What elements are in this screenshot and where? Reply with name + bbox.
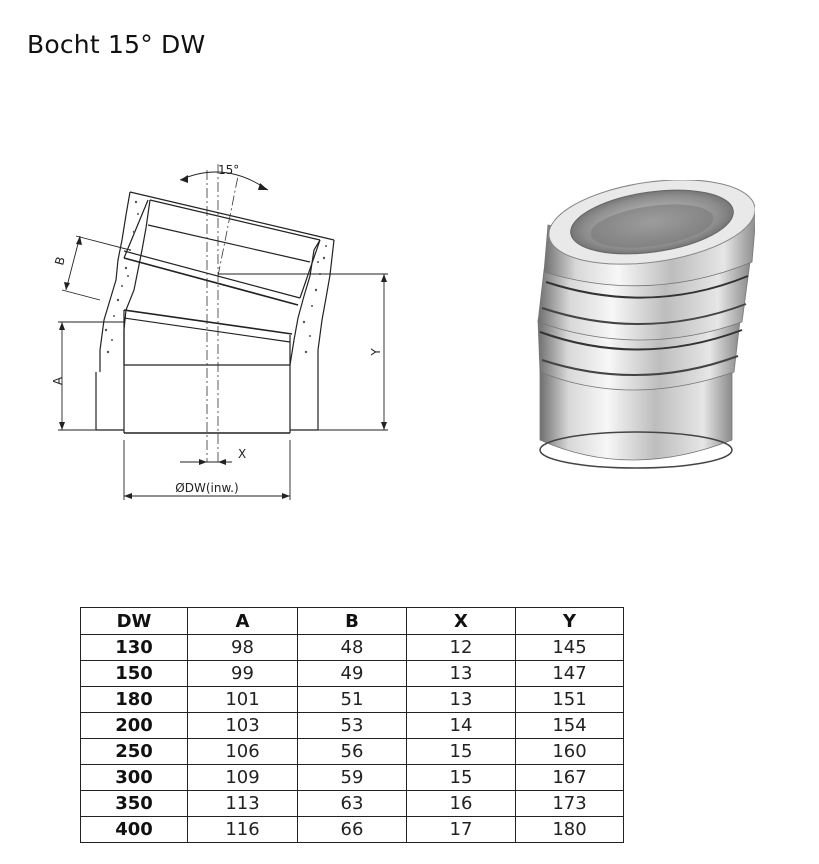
cell-b: 59 [298, 765, 407, 791]
cell-y: 180 [516, 817, 624, 843]
dimension-b-label: B [52, 255, 68, 267]
cell-b: 63 [298, 791, 407, 817]
table-row [81, 687, 624, 713]
cell-y: 145 [516, 635, 624, 661]
table-row [81, 739, 624, 765]
cell-dw: 200 [81, 713, 188, 739]
cell-x: 14 [407, 713, 516, 739]
table-row [81, 635, 624, 661]
table-row [81, 791, 624, 817]
column-header-y: Y [516, 608, 624, 635]
cell-y: 147 [516, 661, 624, 687]
angle-label: 15° [218, 163, 240, 177]
cell-x: 17 [407, 817, 516, 843]
cell-a: 101 [188, 687, 298, 713]
cell-a: 116 [188, 817, 298, 843]
column-header-dw: DW [81, 608, 188, 635]
cell-x: 16 [407, 791, 516, 817]
cell-dw: 300 [81, 765, 188, 791]
cell-a: 109 [188, 765, 298, 791]
cell-dw: 350 [81, 791, 188, 817]
cell-dw: 130 [81, 635, 188, 661]
technical-drawing [40, 150, 400, 510]
page-title: Bocht 15° DW [27, 30, 206, 59]
cell-dw: 250 [81, 739, 188, 765]
column-header-x: X [407, 608, 516, 635]
cell-y: 151 [516, 687, 624, 713]
table-row [81, 661, 624, 687]
cell-b: 49 [298, 661, 407, 687]
cell-x: 13 [407, 661, 516, 687]
table-header-row [81, 608, 624, 635]
cell-x: 15 [407, 765, 516, 791]
cell-b: 56 [298, 739, 407, 765]
cell-x: 15 [407, 739, 516, 765]
column-header-b: B [298, 608, 407, 635]
table-row [81, 765, 624, 791]
cell-a: 99 [188, 661, 298, 687]
cell-b: 53 [298, 713, 407, 739]
cell-dw: 180 [81, 687, 188, 713]
dimension-a-label: A [51, 376, 65, 386]
dimension-x-label: X [238, 447, 247, 461]
dimension-y-label: Y [369, 348, 383, 356]
cell-a: 106 [188, 739, 298, 765]
cell-a: 103 [188, 713, 298, 739]
cell-x: 12 [407, 635, 516, 661]
cell-y: 173 [516, 791, 624, 817]
cell-y: 160 [516, 739, 624, 765]
dimensions-table [80, 607, 624, 843]
table-row [81, 817, 624, 843]
cell-b: 51 [298, 687, 407, 713]
cell-a: 98 [188, 635, 298, 661]
cell-dw: 150 [81, 661, 188, 687]
diameter-label: ØDW(inw.) [175, 481, 239, 495]
bend-product-image [525, 180, 755, 470]
table-row [81, 713, 624, 739]
cell-y: 167 [516, 765, 624, 791]
column-header-a: A [188, 608, 298, 635]
cell-b: 66 [298, 817, 407, 843]
cell-b: 48 [298, 635, 407, 661]
cell-x: 13 [407, 687, 516, 713]
cell-dw: 400 [81, 817, 188, 843]
cell-a: 113 [188, 791, 298, 817]
cell-y: 154 [516, 713, 624, 739]
